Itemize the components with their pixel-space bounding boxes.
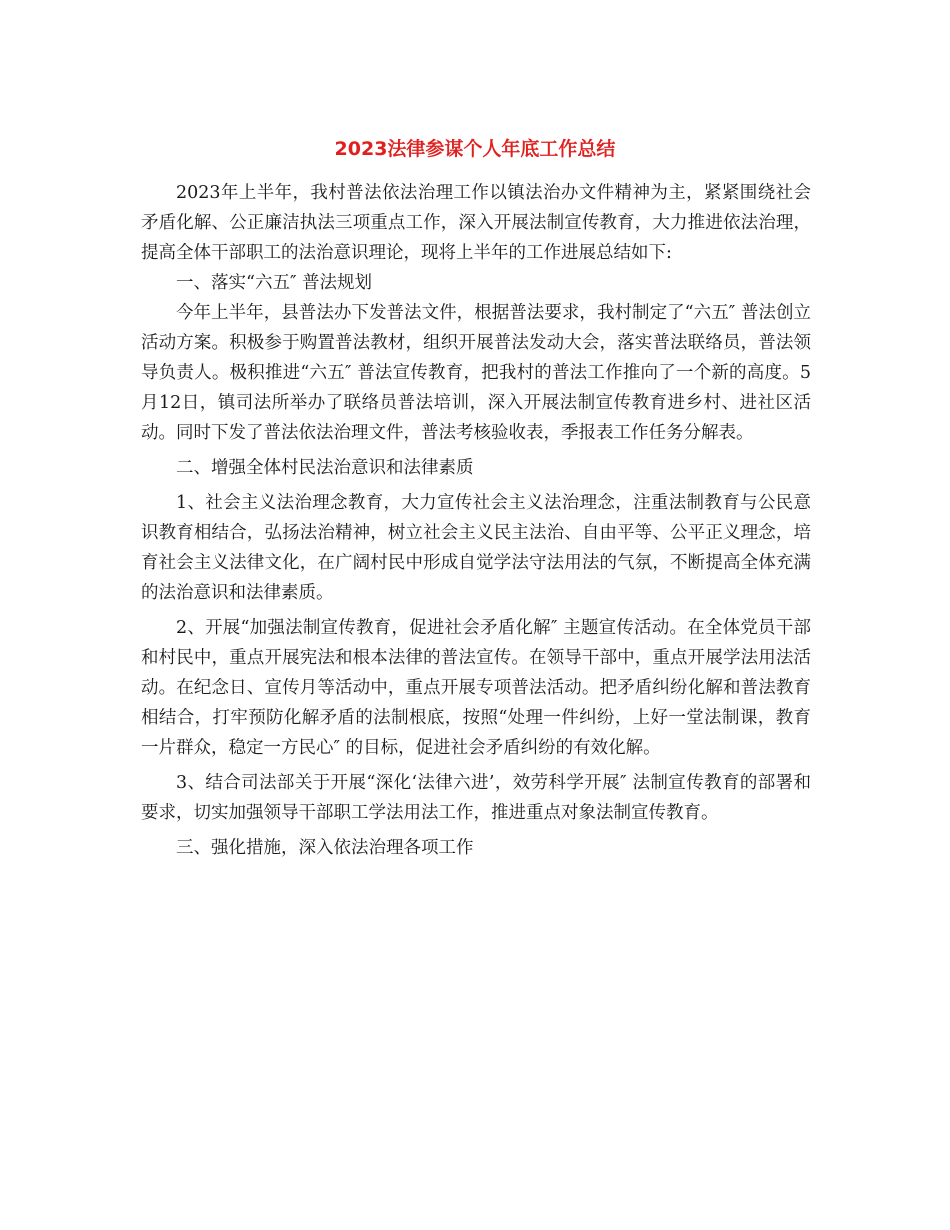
section-2-item-1: 1、社会主义法治理念教育，大力宣传社会主义法治理念，注重法制教育与公民意识教育相结合，弘扬法治精神，树立社会主义民主法治、自由平等、公平正义理念，培育社会主义法律文化，在广阔村民中形成自觉学法守法用法的气氛，不断提高全体充满的法治意识和法律素质。 bbox=[141, 493, 811, 603]
section-heading-1: 一、落实“六五″ 普法规划 bbox=[176, 273, 373, 293]
section-heading-3: 三、强化措施，深入依法治理各项工作 bbox=[176, 838, 474, 858]
section-2-item-2: 2、开展“加强法制宣传教育，促进社会矛盾化解″ 主题宣传活动。在全体党员干部和村民中，重点开展宪法和根本法律的普法宣传。在领导干部中，重点开展学法用法活动。在纪念日、宣传月等活动中，重点开展专项普法活动。把矛盾纠纷化解和普法教育相结合，打牢预防化解矛盾的法制根底，按照“处理一件纠纷，上好一堂法制课，教育一片群众，稳定一方民心″ 的目标，促进社会矛盾纠纷的有效化解。 bbox=[141, 618, 811, 758]
document-body bbox=[141, 178, 811, 863]
section-heading-2: 二、增强全体村民法治意识和法律素质 bbox=[176, 458, 474, 478]
section-2-item-3: 3、结合司法部关于开展“深化‘法律六进’，效劳科学开展″ 法制宣传教育的部署和要求，切实加强领导干部职工学法用法工作，推进重点对象法制宣传教育。 bbox=[141, 773, 811, 823]
section-1-paragraph: 今年上半年，县普法办下发普法文件，根据普法要求，我村制定了“六五″ 普法创立活动方案。积极参于购置普法教材，组织开展普法发动大会，落实普法联络员，普法领导负责人。极积推进“六五″ 普法宣传教育，把我村的普法工作推向了一个新的高度。5月12日，镇司法所举办了联络员普法培训，深入开展法制宣传教育进乡村、进社区活动。同时下发了普法依法治理文件，普法考核验收表，季报表工作任务分解表。 bbox=[141, 303, 811, 443]
document-title: 2023法律参谋个人年底工作总结 bbox=[334, 138, 616, 160]
intro-paragraph: 2023年上半年，我村普法依法治理工作以镇法治办文件精神为主，紧紧围绕社会矛盾化解、公正廉洁执法三项重点工作，深入开展法制宣传教育，大力推进依法治理，提高全体干部职工的法治意识理论，现将上半年的工作进展总结如下: bbox=[141, 183, 811, 263]
